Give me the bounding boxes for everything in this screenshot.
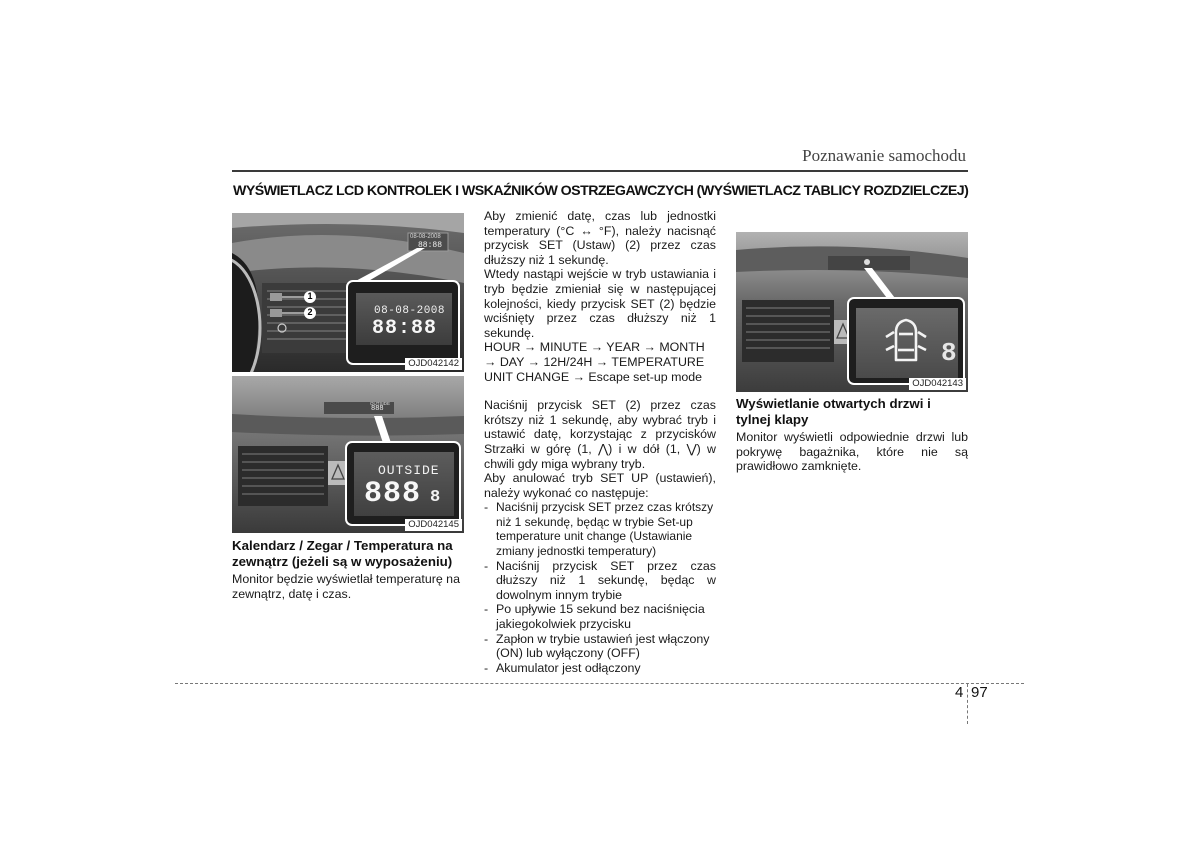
list-item-text: Zapłon w trybie ustawień jest włączony (ON) lub wyłączony (OFF) — [496, 631, 710, 661]
door-open-paragraph: Monitor wyświetli odpowiednie drzwi lub pokrywę bagażnika, które nie są prawidłowo zamknięte. — [736, 430, 968, 474]
lcd-outside-label: OUTSIDE — [378, 463, 440, 478]
list-dash: - — [484, 558, 489, 573]
header-rule — [232, 170, 968, 172]
door-open-subhead: Wyświetlanie otwartych drzwi i tylnej klapy — [736, 396, 931, 427]
settings-para-4: Aby anulować tryb SET UP (ustawień), należy wykonać co następuje: — [484, 471, 716, 500]
small-date-readout: 08-08-2008 — [410, 234, 441, 240]
list-item-text: Akumulator jest odłączony — [496, 660, 641, 675]
callout-1-label: 1 — [307, 291, 313, 301]
list-dash: - — [484, 500, 489, 515]
figure-outside-temp-display — [232, 376, 464, 533]
list-item — [484, 661, 716, 676]
footer-divider — [967, 684, 968, 724]
list-dash: - — [484, 602, 489, 617]
settings-para-3: Naciśnij przycisk SET (2) przez czas krótszy niż 1 sekundę, aby wybrać tryb i ustawić datę, korzystając z przycisków Strzałki w górę (1, ⋀) i w dół (1, ⋁) w chwili gdy miga wybrany tryb. — [484, 398, 716, 471]
callout-2-label: 2 — [307, 307, 313, 317]
figure-door-illustration — [736, 210, 968, 392]
lcd-date-readout: 08-08-2008 — [374, 305, 446, 317]
list-item — [484, 559, 716, 603]
lcd-temp-readout: 888 — [364, 477, 422, 511]
calendar-paragraph: Monitor będzie wyświetlał temperaturę na zewnątrz, datę i czas. — [232, 572, 460, 601]
figure-code: OJD042143 — [909, 378, 966, 390]
lcd-time-readout: 88:88 — [372, 317, 438, 340]
settings-sequence: HOUR → MINUTE → YEAR → MONTH → DAY → 12H/24H → TEMPERATURE UNIT CHANGE → Escape set-up mode — [484, 340, 705, 384]
list-dash: - — [484, 660, 489, 675]
page-number: 97 — [971, 684, 988, 701]
figure-clock-display — [232, 213, 464, 372]
list-item-text: Naciśnij przycisk SET przez czas dłuższy niż 1 sekundę, będąc w dowolnym innym trybie — [496, 558, 716, 602]
settings-para-1: Aby zmienić datę, czas lub jednostki temperatury (°C ↔ °F), należy nacisnąć przycisk SET (Ustaw) (2) przez czas dłuższy niż 1 sekundę. — [484, 209, 716, 267]
calendar-subhead: Kalendarz / Zegar / Temperatura na zewnątrz (jeżeli są w wyposażeniu) — [232, 538, 453, 569]
list-item — [484, 632, 716, 661]
list-item-text: Naciśnij przycisk SET przez czas krótszy niż 1 sekundę, będąc w trybie Set-up temperature unit change (Ustawianie zmiany jednostki temperatury) — [496, 500, 714, 559]
figure-code: OJD042142 — [405, 358, 462, 370]
small-outside-label: OUTSIDE — [370, 401, 391, 406]
list-dash: - — [484, 631, 489, 646]
list-item — [484, 500, 716, 558]
chapter-number: 4 — [955, 684, 964, 701]
small-time-readout: 88:88 — [418, 241, 443, 250]
figure-code: OJD042145 — [405, 519, 462, 531]
footer-rule — [175, 683, 1024, 684]
list-item — [484, 602, 716, 631]
main-heading: WYŚWIETLACZ LCD KONTROLEK I WSKAŹNIKÓW OSTRZEGAWCZYCH (WYŚWIETLACZ TABLICY ROZDZIELCZEJ) — [233, 183, 969, 199]
settings-instructions — [484, 209, 716, 675]
figure-temperature-illustration — [232, 376, 464, 533]
svg-text:8: 8 — [941, 338, 957, 368]
small-temp-readout: 888 — [371, 405, 384, 413]
lcd-temp-small-digit: 8 — [430, 488, 441, 507]
settings-para-2: Wtedy nastąpi wejście w tryb ustawiania i tryb będzie zmieniał się w następującej kolejności, kiedy przycisk SET (2) będzie wciśnięty przez czas dłuższy niż 1 sekundę. — [484, 267, 716, 340]
section-title: Poznawanie samochodu — [802, 146, 966, 165]
list-item-text: Po upływie 15 sekund bez naciśnięcia jakiegokolwiek przycisku — [496, 602, 705, 632]
figure-door-open-display — [736, 210, 968, 392]
cancel-conditions-list — [484, 500, 716, 675]
